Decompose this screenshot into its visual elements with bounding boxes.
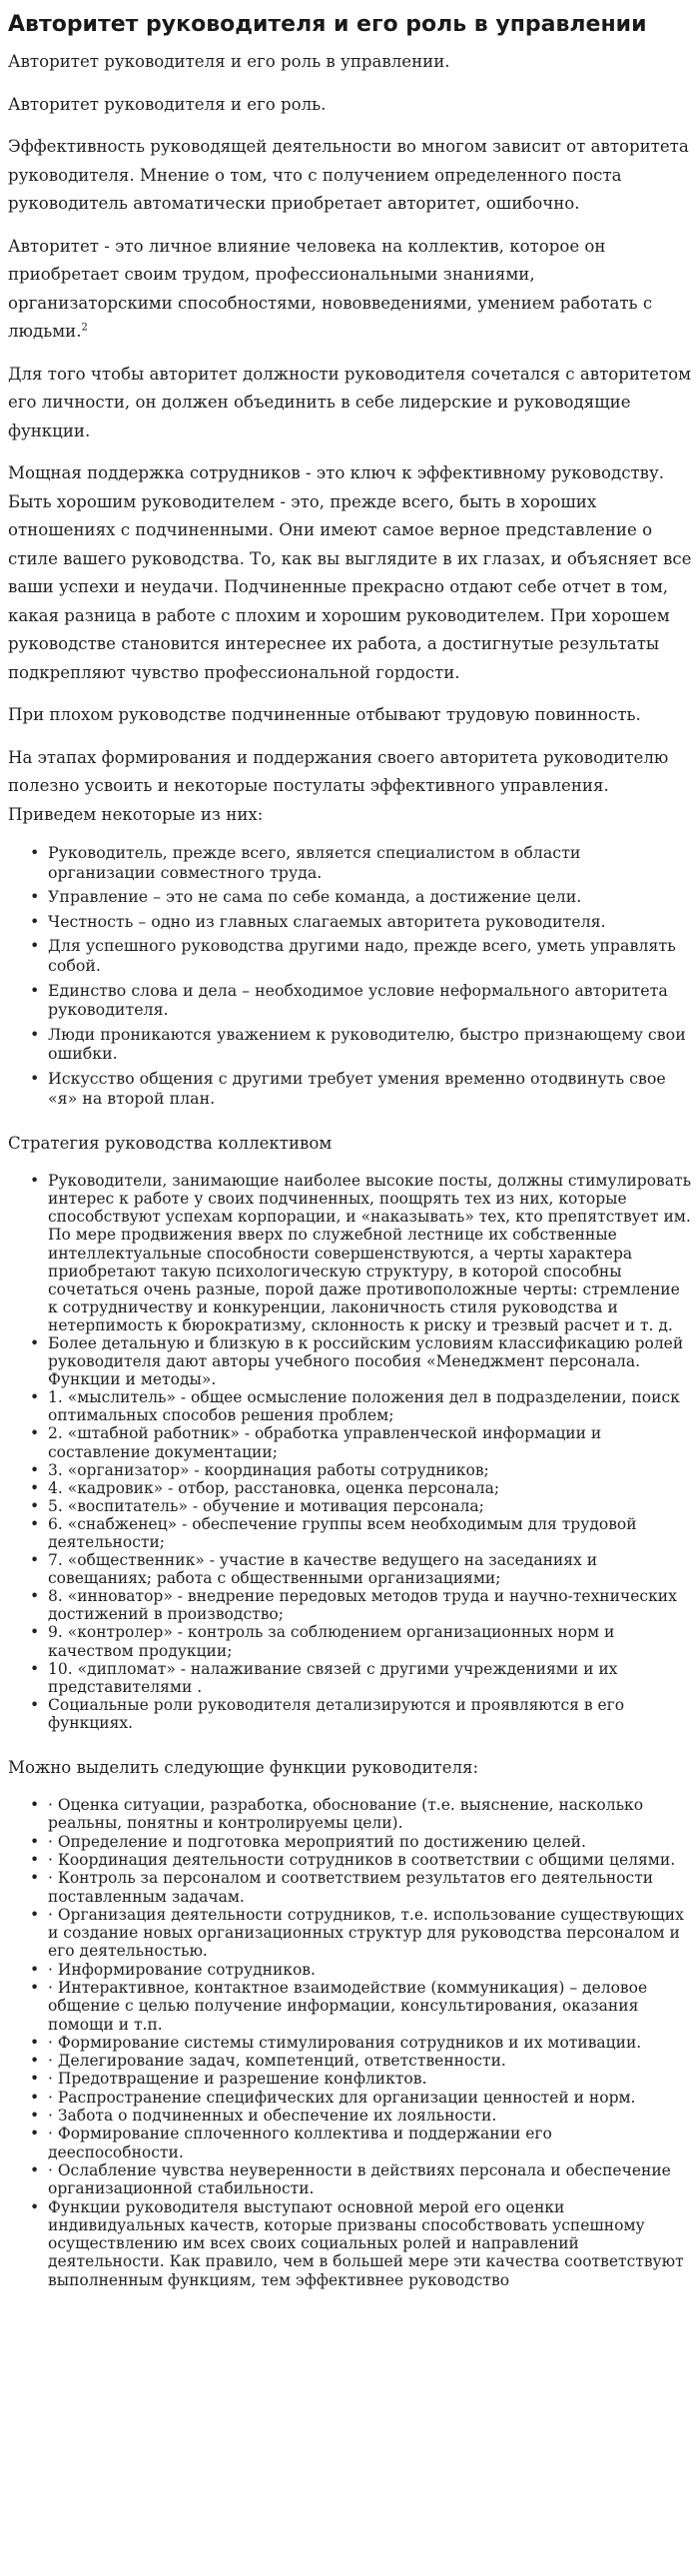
list-item bbox=[30, 2125, 692, 2161]
bullet-icon: • bbox=[30, 1960, 40, 1979]
list-item-text: Руководитель, прежде всего, является специалистом в области организации совместного труда. bbox=[48, 843, 581, 882]
list-item bbox=[30, 887, 692, 907]
bullet-icon: • bbox=[30, 1024, 40, 1044]
bullet-icon: • bbox=[30, 980, 40, 1000]
list-item-text: 2. «штабной работник» - обработка управленческой информации и составление документации; bbox=[48, 1424, 602, 1461]
bullet-icon: • bbox=[30, 936, 40, 956]
list-item bbox=[30, 1496, 692, 1515]
postulates-list bbox=[8, 843, 692, 1108]
bullet-icon: • bbox=[30, 1460, 40, 1479]
list-item-text: Искусство общения с другими требует умения временно отодвинуть свое «я» на второй план. bbox=[48, 1068, 666, 1108]
list-item bbox=[30, 1587, 692, 1624]
article-title: Авторитет руководителя и его роль в управлении bbox=[8, 12, 647, 37]
list-item-text: · Координация деятельности сотрудников в соответствии с общими целями. bbox=[48, 1850, 676, 1869]
bullet-icon: • bbox=[30, 911, 40, 931]
list-item-text: · Интерактивное, контактное взаимодействие (коммуникация) – деловое общение с целью получение информации, консультирования, оказания помощи и т.п. bbox=[48, 1979, 648, 2034]
list-item bbox=[30, 911, 692, 932]
bullet-icon: • bbox=[30, 1551, 40, 1570]
bullet-icon: • bbox=[30, 1869, 40, 1888]
list-item-text: · Оценка ситуации, разработка, обоснование (т.е. выяснение, насколько реальны, понятны и контролируемы цели). bbox=[48, 1796, 644, 1833]
list-item bbox=[30, 1024, 692, 1064]
authority-definition-text: Авторитет - это личное влияние человека на коллектив, которое он приобретает своим трудом, профессиональными знаниями, организаторскими способностями, нововведениями, умением работать с людьми. bbox=[8, 236, 653, 341]
bullet-icon: • bbox=[30, 1172, 40, 1191]
list-item-text: 6. «снабженец» - обеспечение группы всем необходимым для трудовой деятельности; bbox=[48, 1514, 637, 1551]
list-item bbox=[30, 1869, 692, 1906]
bullet-icon: • bbox=[30, 843, 40, 862]
bullet-icon: • bbox=[30, 887, 40, 907]
list-item bbox=[30, 2070, 692, 2089]
paragraph-support: Мощная поддержка сотрудников - это ключ к эффективному руководству. Быть хорошим руководителем - это, прежде всего, быть в хороших отношениях с подчиненными. Они имеют самое верное представление о стиле вашего руководства. То, как вы выглядите в их глазах, и объясняет все ваши успехи и неудачи. Подчиненные прекрасно отдают себе отчет в том, какая разница в работе с плохим и хорошим руководителем. При хорошем руководстве становится интереснее их работа, а достигнутые результаты подкрепляют чувство профессиональной гордости. bbox=[8, 463, 692, 682]
bullet-icon: • bbox=[30, 2088, 40, 2107]
bullet-icon: • bbox=[30, 1905, 40, 1924]
list-item bbox=[30, 1424, 692, 1461]
list-item bbox=[30, 1460, 692, 1479]
bullet-icon: • bbox=[30, 1623, 40, 1642]
list-item bbox=[30, 1551, 692, 1588]
list-item-text: · Формирование системы стимулирования сотрудников и их мотивации. bbox=[48, 2033, 642, 2052]
functions-list bbox=[8, 1796, 692, 2289]
paragraph-effectiveness: Эффективность руководящей деятельности во многом зависит от авторитета руководителя. Мнение о том, что с получением определенного поста руководитель автоматически приобретает авторитет, ошибочно. bbox=[8, 137, 689, 213]
bullet-icon: • bbox=[30, 1514, 40, 1533]
list-item-text: Более детальную и близкую в к российским условиям классификацию ролей руководителя дают авторы учебного пособия «Менеджмент персонала. Функции и методы». bbox=[48, 1333, 684, 1389]
list-item-text: Социальные роли руководителя детализируются и проявляются в его функциях. bbox=[48, 1695, 625, 1732]
bullet-icon: • bbox=[30, 1388, 40, 1407]
list-item bbox=[30, 1659, 692, 1696]
list-item-text: · Формирование сплоченного коллектива и поддержании его дееспособности. bbox=[48, 2125, 552, 2161]
list-item bbox=[30, 1478, 692, 1497]
list-item bbox=[30, 1905, 692, 1961]
list-item-text: 4. «кадровик» - отбор, расстановка, оценка персонала; bbox=[48, 1478, 500, 1497]
list-item-text: · Предотвращение и разрешение конфликтов. bbox=[48, 2070, 427, 2089]
bullet-icon: • bbox=[30, 2160, 40, 2179]
list-item bbox=[30, 1695, 692, 1732]
list-item bbox=[30, 980, 692, 1020]
bullet-icon: • bbox=[30, 2107, 40, 2126]
list-item-text: 7. «общественник» - участие в качестве ведущего на заседаниях и совещаниях; работа с общественными организациями; bbox=[48, 1551, 598, 1588]
strategy-heading: Стратегия руководства коллективом bbox=[8, 1134, 333, 1154]
list-item bbox=[30, 2052, 692, 2071]
paragraph-authority-definition bbox=[8, 233, 692, 347]
list-item bbox=[30, 1796, 692, 1833]
list-item bbox=[30, 2160, 692, 2198]
list-item bbox=[30, 1333, 692, 1389]
bullet-icon: • bbox=[30, 1695, 40, 1714]
list-item bbox=[30, 1979, 692, 2034]
bullet-icon: • bbox=[30, 1068, 40, 1088]
list-item-text: 1. «мыслитель» - общее осмысление положения дел в подразделении, поиск оптимальных способов решения проблем; bbox=[48, 1388, 680, 1425]
bullet-icon: • bbox=[30, 2033, 40, 2052]
list-item-text: Функции руководителя выступают основной мерой его оценки индивидуальных качеств, которые призваны способствовать успешному осуществлению им всех своих социальных ролей и направлений деятельности. Как правило, чем в большей мере эти качества соответствуют выполненным функциям, тем эффективнее руководство bbox=[48, 2197, 684, 2289]
list-item bbox=[30, 2033, 692, 2052]
list-item bbox=[30, 1388, 692, 1425]
list-item-text: Руководители, занимающие наиболее высокие посты, должны стимулировать интерес к работе у своих подчиненных, поощрять тех из них, которые способствуют успехам корпорации, и «наказывать» тех, кто препятствует им. По мере продвижения вверх по служебной лестнице их собственные интеллектуальные способности совершенствуются, а черты характера приобретают такую психологическую структуру, в которой способны сочетаться очень разные, порой даже противоположные черты: стремление к сотрудничеству и конкуренции, лаконичность стиля руководства и нетерпимость к бюрократизму, склонность к риску и трезвый расчет и т. д. bbox=[48, 1172, 692, 1334]
bullet-icon: • bbox=[30, 1850, 40, 1869]
list-item-text: 5. «воспитатель» - обучение и мотивация персонала; bbox=[48, 1496, 484, 1515]
paragraph-postulates-intro: На этапах формирования и поддержания своего авторитета руководителю полезно усвоить и некоторые постулаты эффективного управления. Приведем некоторые из них: bbox=[8, 747, 669, 824]
bullet-icon: • bbox=[30, 2052, 40, 2071]
functions-heading: Можно выделить следующие функции руководителя: bbox=[8, 1758, 479, 1778]
list-item-text: 9. «контролер» - контроль за соблюдением организационных норм и качеством продукции; bbox=[48, 1623, 615, 1660]
paragraph-bad-management: При плохом руководстве подчиненные отбывают трудовую повинность. bbox=[8, 705, 641, 724]
list-item-text: Люди проникаются уважением к руководителю, быстро признающему свои ошибки. bbox=[48, 1024, 686, 1064]
bullet-icon: • bbox=[30, 1478, 40, 1497]
bullet-icon: • bbox=[30, 1979, 40, 1997]
list-item bbox=[30, 1850, 692, 1869]
strategy-list bbox=[8, 1172, 692, 1732]
bullet-icon: • bbox=[30, 2125, 40, 2144]
list-item bbox=[30, 1068, 692, 1108]
bullet-icon: • bbox=[30, 1832, 40, 1851]
paragraph-leadership: Для того чтобы авторитет должности руководителя сочетался с авторитетом его личности, он должен объединить в себе лидерские и руководящие функции. bbox=[8, 364, 692, 440]
list-item-text: · Распространение специфических для организации ценностей и норм. bbox=[48, 2088, 636, 2107]
list-item bbox=[30, 1514, 692, 1551]
list-item-text: 10. «дипломат» - налаживание связей с другими учреждениями и их представителями . bbox=[48, 1659, 618, 1696]
list-item-text: · Информирование сотрудников. bbox=[48, 1960, 316, 1979]
list-item bbox=[30, 2107, 692, 2126]
bullet-icon: • bbox=[30, 2070, 40, 2089]
list-item bbox=[30, 1623, 692, 1660]
bullet-icon: • bbox=[30, 2197, 40, 2216]
paragraph-intro-2: Авторитет руководителя и его роль. bbox=[8, 94, 327, 114]
list-item bbox=[30, 2088, 692, 2107]
list-item bbox=[30, 2197, 692, 2289]
list-item-text: Управление – это не сама по себе команда, а достижение цели. bbox=[48, 887, 582, 907]
list-item bbox=[30, 1832, 692, 1851]
list-item-text: · Определение и подготовка мероприятий по достижению целей. bbox=[48, 1832, 586, 1851]
list-item-text: · Делегирование задач, компетенций, ответственности. bbox=[48, 2052, 506, 2071]
list-item-text: 8. «инноватор» - внедрение передовых методов труда и научно-технических достижений в производство; bbox=[48, 1587, 677, 1624]
bullet-icon: • bbox=[30, 1587, 40, 1606]
bullet-icon: • bbox=[30, 1496, 40, 1515]
bullet-icon: • bbox=[30, 1659, 40, 1678]
list-item-text: · Организация деятельности сотрудников, т.е. использование существующих и создание новых организационных структур для руководства персоналом и его деятельностью. bbox=[48, 1905, 684, 1961]
bullet-icon: • bbox=[30, 1796, 40, 1815]
list-item bbox=[30, 1960, 692, 1979]
footnote-mark: 2 bbox=[81, 322, 88, 334]
bullet-icon: • bbox=[30, 1333, 40, 1352]
list-item-text: · Контроль за персоналом и соответствием результатов его деятельности поставленным задачам. bbox=[48, 1869, 654, 1906]
list-item-text: 3. «организатор» - координация работы сотрудников; bbox=[48, 1460, 489, 1479]
list-item-text: · Ослабление чувства неуверенности в действиях персонала и обеспечение организационной стабильности. bbox=[48, 2160, 671, 2198]
paragraph-intro-1: Авторитет руководителя и его роль в управлении. bbox=[8, 52, 450, 71]
list-item-text: Честность – одно из главных слагаемых авторитета руководителя. bbox=[48, 911, 606, 931]
bullet-icon: • bbox=[30, 1424, 40, 1443]
list-item bbox=[30, 843, 692, 882]
list-item bbox=[30, 1172, 692, 1334]
list-item-text: · Забота о подчиненных и обеспечение их лояльности. bbox=[48, 2107, 497, 2126]
list-item-text: Единство слова и дела – необходимое условие неформального авторитета руководителя. bbox=[48, 980, 668, 1020]
list-item-text: Для успешного руководства другими надо, прежде всего, уметь управлять собой. bbox=[48, 936, 676, 975]
list-item bbox=[30, 936, 692, 975]
